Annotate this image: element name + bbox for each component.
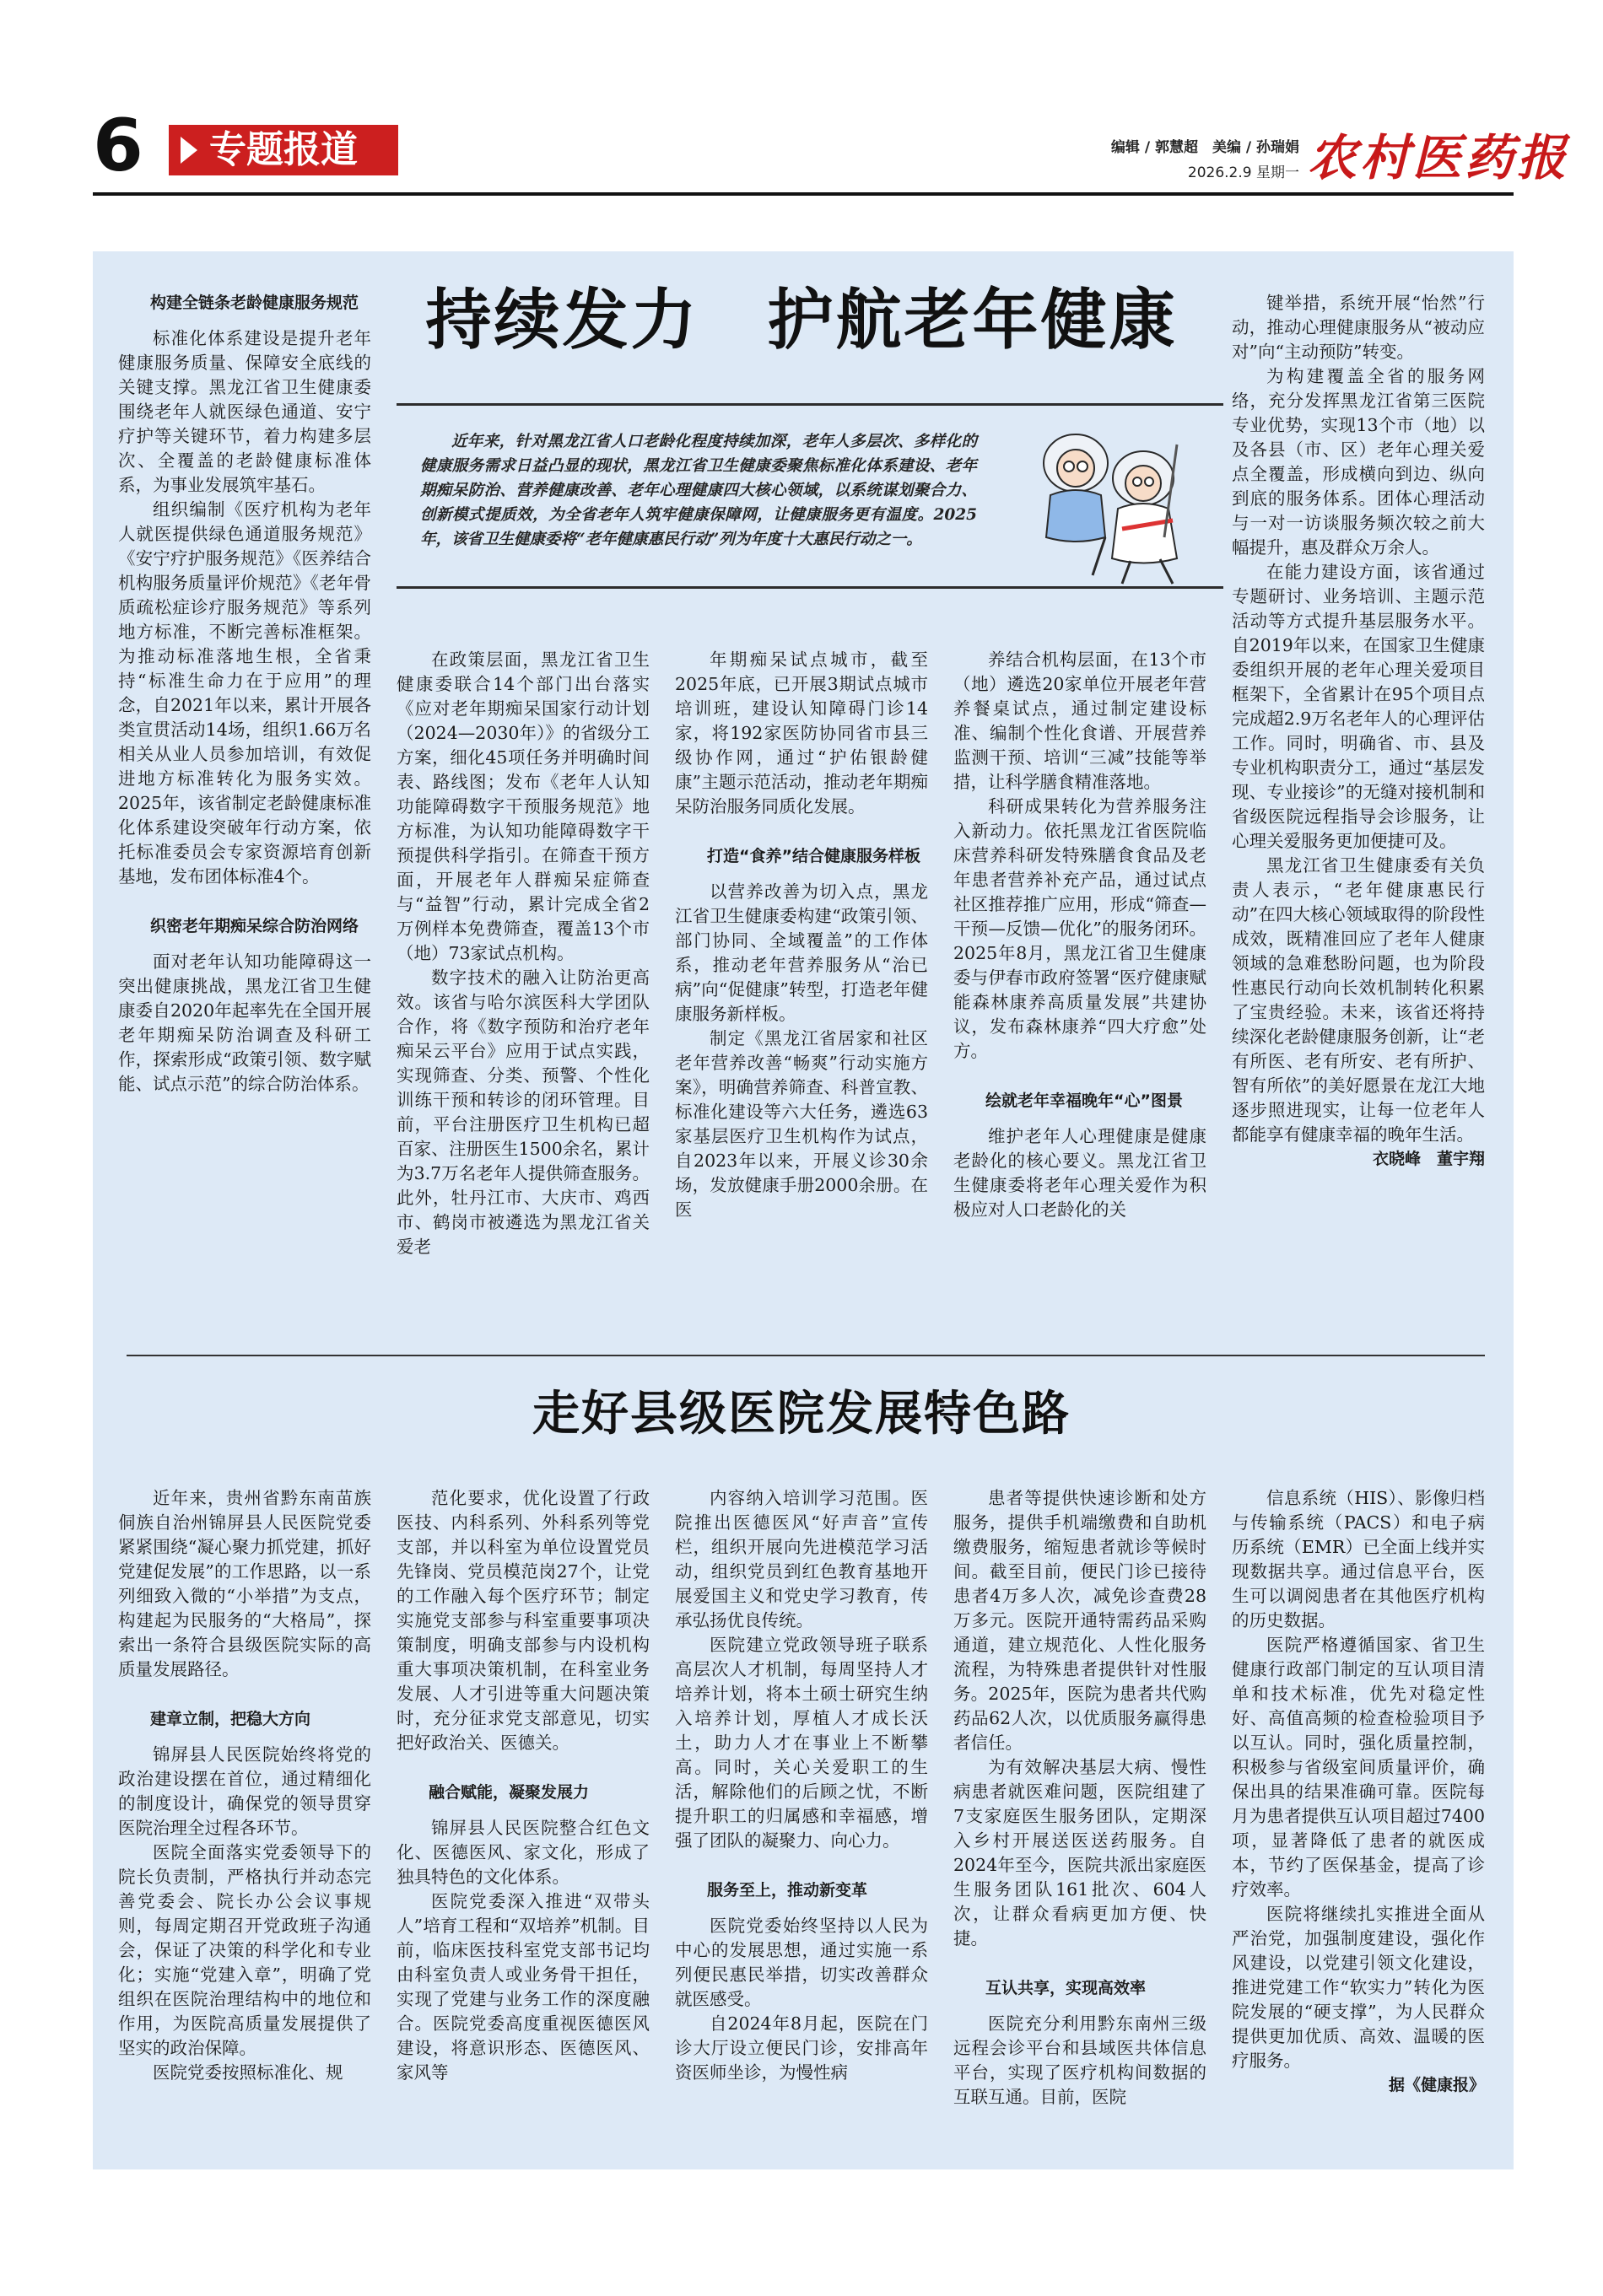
paragraph: 近年来，贵州省黔东南苗族侗族自治州锦屏县人民医院党委紧紧围绕“凝心聚力抓党建，抓好党建促发展”的工作思路，以一系列细致入微的“小举措”为支点，构建起为民服务的“大格局”，探索出一条符合县级医院实际的高质量发展路径。: [118, 1488, 371, 1679]
paragraph: 组织编制《医疗机构为老年人就医提供绿色通道服务规范》《安宁疗护服务规范》《医养结合机构服务质量评价规范》《老年骨质疏松症诊疗服务规范》等系列地方标准，不断完善标准框架。为推动标准落地生根，全省秉持“标准生命力在于应用”的理念，自2021年以来，累计开展各类宣贯活动14场，组织1.66万名相关从业人员参加培训，有效促进地方标准转化为服务实效。2025年，该省制定老龄健康标准化体系建设突破年行动方案，依托标准委员会专家资源培育创新基地，发布团体标准4个。: [118, 499, 371, 887]
paragraph: 范化要求，优化设置了行政医技、内科系列、外科系列等党支部，并以科室为单位设置党员先锋岗、党员模范岗27个，让党的工作融入每个医疗环节；制定实施党支部参与科室重要事项决策制度，明确支部参与内设机构重大事项决策机制，在科室业务发展、人才引进等重大问题决策时，充分征求党支部意见，切实把好政治关、医德关。: [397, 1488, 650, 1753]
elderly-couple-illustration: [1004, 411, 1215, 588]
section-label: 专题报道: [169, 125, 398, 175]
paragraph: 锦屏县人民医院始终将党的政治建设摆在首位，通过精细化的制度设计，确保党的领导贯穿医院治理全过程各环节。: [118, 1744, 371, 1838]
article2-column-5: [1232, 1486, 1485, 2098]
subheading: 建章立制，把稳大方向: [150, 1710, 311, 1728]
article2-column-1: [118, 1486, 371, 2085]
paragraph: 黑龙江省卫生健康委有关负责人表示，“老年健康惠民行动”在四大核心领域取得的阶段性成效，既精准回应了老年人健康领域的急难愁盼问题，也为阶段性惠民行动向长效机制转化积累了宝贵经验。未来，该省还将持续深化老龄健康服务创新，让“老有所医、老有所安、老有所护、智有所依”的美好愿景在龙江大地逐步照进现实，让每一位老年人都能享有健康幸福的晚年生活。: [1232, 855, 1485, 1145]
paragraph: 锦屏县人民医院整合红色文化、医德医风、家文化，形成了独具特色的文化体系。: [397, 1818, 650, 1887]
article-divider: [127, 1355, 1485, 1356]
article1-lead-box: [397, 403, 1223, 589]
paragraph: 面对老年认知功能障碍这一突出健康挑战，黑龙江省卫生健康委自2020年起率先在全国开展老年期痴呆防治调查及科研工作，探索形成“政策引领、数字赋能、试点示范”的综合防治体系。: [118, 951, 371, 1094]
paragraph: 医院严格遵循国家、省卫生健康行政部门制定的互认项目清单和技术标准，优先对稳定性好、高值高频的检查检验项目予以互认。同时，强化质量控制，积极参与省级室间质量评价，确保出具的结果准确可靠。医院每月为患者提供互认项目超过7400项，显著降低了患者的就医成本，节约了医保基金，提高了诊疗效率。: [1232, 1635, 1485, 1900]
masthead-rule: [93, 192, 1514, 196]
paragraph: 在政策层面，黑龙江省卫生健康委联合14个部门出台落实《应对老年期痴呆国家行动计划（2024—2030年）》的省级分工方案，细化45项任务并明确时间表、路线图；发布《老年人认知功能障碍数字干预服务规范》地方标准，为认知功能障碍数字干预提供科学指引。在筛查干预方面，开展老年人群痴呆症筛查与“益智”行动，累计完成全省2万例样本免费筛查，覆盖13个市（地）73家试点机构。: [397, 649, 650, 963]
paragraph: 在能力建设方面，该省通过专题研讨、业务培训、主题示范活动等方式提升基层服务水平。自2019年以来，在国家卫生健康委组织开展的老年心理关爱项目框架下，全省累计在95个项目点完成超2.9万名老年人的心理评估工作。同时，明确省、市、县及专业机构职责分工，通过“基层发现、专业接诊”的无缝对接机制和省级医院远程指导会诊服务，让心理关爱服务更加便捷可及。: [1232, 562, 1485, 851]
editors-credit: 编辑 / 郭慧超 美编 / 孙瑞娟: [1110, 139, 1299, 156]
subheading: 服务至上，推动新变革: [707, 1881, 868, 1900]
paragraph: 医院党委按照标准化、规: [153, 2062, 343, 2083]
article1-column-1: [118, 291, 371, 1097]
article1-column-4: [953, 648, 1206, 1222]
paragraph: 年期痴呆试点城市，截至2025年底，已开展3期试点城市培训班，建设认知障碍门诊14家，将192家医防协同省市县三级协作网，通过“护佑银龄健康”主题示范活动，推动老年期痴呆防治服务同质化发展。: [675, 649, 928, 817]
article2-column-4: [953, 1486, 1206, 2110]
paragraph: 自2024年8月起，医院在门诊大厅设立便民门诊，安排高年资医师坐诊，为慢性病: [675, 2013, 928, 2083]
paragraph: 患者等提供快速诊断和处方服务，提供手机端缴费和自助机缴费服务，缩短患者就诊等候时间。截至目前，便民门诊已接待患者4万多人次，减免诊查费28万多元。医院开通特需药品采购通道，建立规范化、人性化服务流程，为特殊患者提供针对性服务。2025年，医院为患者共代购药品62人次，以优质服务赢得患者信任。: [953, 1488, 1206, 1753]
masthead: [0, 0, 1603, 194]
subheading: 互认共享，实现高效率: [985, 1979, 1147, 1997]
paragraph: 信息系统（HIS）、影像归档与传输系统（PACS）和电子病历系统（EMR）已全面上线并实现数据共享。通过信息平台，医生可以调阅患者在其他医疗机构的历史数据。: [1232, 1488, 1485, 1630]
paragraph: 为构建覆盖全省的服务网络，充分发挥黑龙江省第三医院专业优势，实现13个市（地）以及各县（市、区）老年心理关爱点全覆盖，形成横向到边、纵向到底的服务体系。团体心理活动与一对一访谈服务频次较之前大幅提升，惠及群众万余人。: [1232, 366, 1485, 558]
paragraph: 维护老年人心理健康是健康老龄化的核心要义。黑龙江省卫生健康委将老年心理关爱作为积极应对人口老龄化的关: [953, 1126, 1206, 1220]
paragraph: 内容纳入培训学习范围。医院推出医德医风“好声音”宣传栏，组织开展向先进模范学习活动，组织党员到红色教育基地开展爱国主义和党史学习教育，传承弘扬优良传统。: [675, 1488, 928, 1630]
page-number: 6: [93, 104, 143, 188]
paragraph: 标准化体系建设是提升老年健康服务质量、保障安全底线的关键支撑。黑龙江省卫生健康委围绕老年人就医绿色通道、安宁疗护等关键环节，着力构建多层次、全覆盖的老龄健康标准体系，为事业发展筑牢基石。: [118, 328, 371, 495]
article1-column-5: [1232, 291, 1485, 1172]
article2-byline: 据《健康报》: [1388, 2076, 1485, 2094]
subheading: 织密老年期痴呆综合防治网络: [150, 917, 359, 935]
paragraph: 医院党委始终坚持以人民为中心的发展思想，通过实施一系列便民惠民举措，切实改善群众就医感受。: [675, 1916, 928, 2009]
article2-column-2: [397, 1486, 650, 2085]
article1-column-3: [675, 648, 928, 1222]
paragraph: 医院将继续扎实推进全面从严治党，加强制度建设，强化作风建设，以党建引领文化建设，推进党建工作“软实力”转化为医院发展的“硬支撑”，为人民群众提供更加优质、高效、温暖的医疗服务。: [1232, 1904, 1485, 2071]
paper-logo: 农村医药报: [1308, 129, 1570, 186]
paragraph: 数字技术的融入让防治更高效。该省与哈尔滨医科大学团队合作，将《数字预防和治疗老年痴呆云平台》应用于试点实践，实现筛查、分类、预警、个性化训练干预和转诊的闭环管理。目前，平台注册医疗卫生机构已超百家、注册医生1500余名，累计为3.7万名老年人提供筛查服务。此外，牡丹江市、大庆市、鸡西市、鹤岗市被遴选为黑龙江省关爱老: [397, 967, 650, 1257]
paragraph: 医院全面落实党委领导下的院长负责制，严格执行并动态完善党委会、院长办公会议事规则，每周定期召开党政班子沟通会，保证了决策的科学化和专业化；实施“党建入章”，明确了党组织在医院治理结构中的地位和作用，为医院高质量发展提供了坚实的政治保障。: [118, 1842, 371, 2058]
subheading: 打造“食养”结合健康服务样板: [707, 847, 920, 865]
article2-headline: 走好县级医院发展特色路: [532, 1386, 1071, 1442]
paragraph: 医院充分利用黔东南州三级远程会诊平台和县域医共体信息平台，实现了医疗机构间数据的互联互通。目前，医院: [953, 2013, 1206, 2107]
paragraph: 为有效解决基层大病、慢性病患者就医难问题，医院组建了7支家庭医生服务团队，定期深入乡村开展送医送药服务。自2024年至今，医院共派出家庭医生服务团队161批次、604人次，让群众看病更加方便、快捷。: [953, 1757, 1206, 1948]
subheading: 绘就老年幸福晚年“心”图景: [985, 1091, 1183, 1110]
issue-date: 2026.2.9 星期一: [1187, 164, 1299, 181]
subheading: 构建全链条老龄健康服务规范: [150, 294, 359, 312]
article1-byline: 衣晓峰 董宇翔: [1372, 1150, 1485, 1168]
article2-column-3: [675, 1486, 928, 2085]
article1-lead: 近年来，针对黑龙江省人口老龄化程度持续加深，老年人多层次、多样化的健康服务需求日益凸显的现状，黑龙江省卫生健康委聚焦标准化体系建设、老年期痴呆防治、营养健康改善、老年心理健康四大核心领域，以系统谋划聚合力、创新模式提质效，为全省老年人筑牢健康保障网，让健康服务更有温度。2025年，该省卫生健康委将“老年健康惠民行动”列为年度十大惠民行动之一。: [420, 433, 977, 548]
subheading: 融合赋能，凝聚发展力: [429, 1783, 590, 1802]
paragraph: 养结合机构层面，在13个市（地）遴选20家单位开展老年营养餐桌试点，通过制定建设标准、编制个性化食谱、开展营养监测干预、培训“三减”技能等举措，让科学膳食精准落地。: [953, 649, 1206, 792]
paragraph: 以营养改善为切入点，黑龙江省卫生健康委构建“政策引领、部门协同、全域覆盖”的工作体系，推动老年营养服务从“治已病”向“促健康”转型，打造老年健康服务新样板。: [675, 881, 928, 1024]
paragraph: 键举措，系统开展“怡然”行动，推动心理健康服务从“被动应对”向“主动预防”转变。: [1232, 293, 1485, 362]
paragraph: 科研成果转化为营养服务注入新动力。依托黑龙江省医院临床营养科研发特殊膳食食品及老年患者营养补充产品，通过试点社区推荐推广应用，形成“筛查—干预—反馈—优化”的服务闭环。2025年8月，黑龙江省卫生健康委与伊春市政府签署“医疗健康赋能森林康养高质量发展”共建协议，发布森林康养“四大疗愈”处方。: [953, 796, 1206, 1061]
article1-headline: 持续发力 护航老年健康: [425, 283, 1178, 358]
paragraph: 医院党委深入推进“双带头人”培育工程和“双培养”机制。目前，临床医技科室党支部书记均由科室负责人或业务骨干担任，实现了党建与业务工作的深度融合。医院党委高度重视医德医风建设，将意识形态、医德医风、家风等: [397, 1891, 650, 2083]
article1-column-2: [397, 648, 650, 1259]
paragraph: 制定《黑龙江省居家和社区老年营养改善“畅爽”行动实施方案》，明确营养筛查、科普宣教、标准化建设等六大任务，遴选63家基层医疗卫生机构作为试点，自2023年以来，开展义诊30余场，发放健康手册2000余册。在医: [675, 1028, 928, 1220]
paragraph: 医院建立党政领导班子联系高层次人才机制，每周坚持人才培养计划，将本土硕士研究生纳入培养计划，厚植人才成长沃土，助力人才在事业上不断攀高。同时，关心关爱职工的生活，解除他们的后顾之忧，不断提升职工的归属感和幸福感，增强了团队的凝聚力、向心力。: [675, 1635, 928, 1851]
